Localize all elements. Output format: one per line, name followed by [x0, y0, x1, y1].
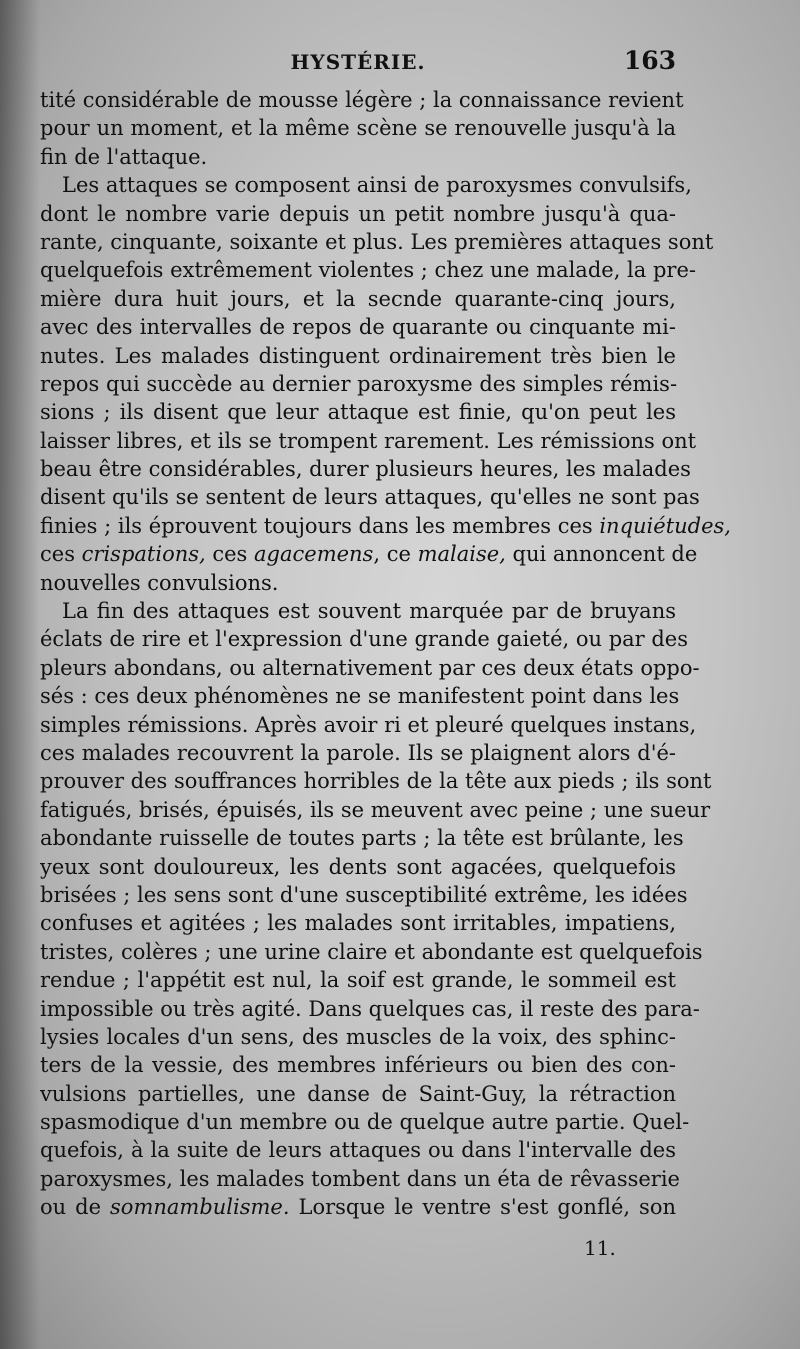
text-segment: quefois, à la suite de leurs attaques ou dans l'intervalle des	[40, 1138, 676, 1163]
italic-term: malaise,	[417, 542, 506, 567]
signature-mark: 11.	[584, 1236, 616, 1260]
text-line	[40, 739, 676, 767]
text-line	[40, 540, 698, 568]
text-line	[40, 1165, 680, 1193]
text-line	[40, 1023, 676, 1051]
text-line	[40, 824, 684, 852]
text-segment: avec des intervalles de repos de quarante ou cinquante mi-	[40, 315, 676, 340]
text-segment: sions ; ils disent que leur attaque est finie, qu'on peut les	[40, 400, 676, 425]
text-segment: abondante ruisselle de toutes parts ; la tête est brûlante, les	[40, 826, 684, 851]
text-line	[40, 796, 711, 824]
italic-term: inquiétudes,	[599, 513, 731, 538]
text-segment: La fin des attaques est souvent marquée par de bruyans	[62, 599, 676, 624]
text-line	[40, 853, 676, 881]
text-segment: yeux sont douloureux, les dents sont agacées, quelquefois	[40, 854, 676, 879]
text-segment: brisées ; les sens sont d'une susceptibilité extrême, les idées	[40, 882, 688, 907]
text-line	[40, 767, 712, 795]
text-segment: impossible ou très agité. Dans quelques cas, il reste des para-	[40, 996, 700, 1021]
text-segment: ces malades recouvrent la parole. Ils se plaignent alors d'é-	[40, 740, 676, 765]
text-line	[40, 313, 676, 341]
text-segment: simples rémissions. Après avoir ri et pleuré quelques instans,	[40, 712, 697, 737]
text-line	[40, 285, 676, 313]
text-segment: nouvelles convulsions.	[40, 570, 279, 595]
text-segment: rendue ; l'appétit est nul, la soif est grande, le sommeil est	[40, 968, 676, 993]
text-line	[40, 569, 676, 597]
text-segment: Les attaques se composent ainsi de paroxysmes convulsifs,	[62, 173, 692, 198]
text-line	[40, 1108, 690, 1136]
text-line	[40, 1080, 676, 1108]
text-segment: mière dura huit jours, et la secnde quarante-cinq jours,	[40, 286, 676, 311]
text-segment: vulsions partielles, une danse de Saint-Guy, la rétraction	[40, 1081, 676, 1106]
page-header	[40, 46, 676, 80]
text-segment: pleurs abondans, ou alternativement par ces deux états oppo-	[40, 655, 700, 680]
italic-term: crispations,	[81, 542, 206, 567]
text-segment: qui annoncent de	[505, 542, 698, 567]
running-title: HYSTÉRIE.	[290, 50, 426, 74]
text-segment: sés : ces deux phénomènes ne se manifestent point dans les	[40, 684, 680, 709]
text-segment: Lorsque le ventre s'est gonflé, son	[289, 1195, 677, 1220]
text-line	[40, 995, 700, 1023]
text-segment: rante, cinquante, soixante et plus. Les premières attaques sont	[40, 229, 714, 254]
text-segment: repos qui succède au dernier paroxysme des simples rémis-	[40, 371, 678, 396]
text-segment: quelquefois extrêmement violentes ; chez une malade, la pre-	[40, 258, 696, 283]
text-segment: fatigués, brisés, épuisés, ils se meuvent avec peine ; une sueur	[40, 797, 711, 822]
text-line	[40, 114, 676, 142]
text-line	[40, 682, 680, 710]
text-line	[40, 86, 684, 114]
text-segment: ces	[40, 542, 82, 567]
italic-term: agacemens	[254, 542, 374, 567]
text-line	[40, 370, 676, 398]
text-line	[40, 427, 697, 455]
text-line	[40, 966, 676, 994]
text-line	[40, 455, 691, 483]
text-segment: prouver des souffrances horribles de la tête aux pieds ; ils sont	[40, 769, 712, 794]
text-line	[40, 711, 697, 739]
text-segment: lysies locales d'un sens, des muscles de la voix, des sphinc-	[40, 1024, 676, 1049]
text-line	[40, 909, 676, 937]
body-text	[40, 86, 731, 1222]
text-line	[40, 143, 676, 171]
text-line	[40, 1136, 676, 1164]
text-segment: tristes, colères ; une urine claire et abondante est quelquefois	[40, 939, 703, 964]
text-segment: dont le nombre varie depuis un petit nombre jusqu'à qua-	[40, 201, 676, 226]
text-line	[40, 342, 676, 370]
page-number: 163	[623, 46, 676, 75]
text-line	[40, 881, 688, 909]
text-line	[40, 625, 689, 653]
text-segment: , ce	[373, 542, 418, 567]
text-line	[40, 256, 696, 284]
text-segment: beau être considérables, durer plusieurs heures, les malades	[40, 457, 691, 482]
text-segment: laisser libres, et ils se trompent rarement. Les rémissions ont	[40, 428, 697, 453]
text-line	[40, 171, 692, 199]
text-segment: paroxysmes, les malades tombent dans un éta de rêvasserie	[40, 1166, 680, 1191]
text-segment: fin de l'attaque.	[40, 144, 208, 169]
text-line	[40, 1193, 676, 1221]
text-line	[40, 398, 676, 426]
text-segment: nutes. Les malades distinguent ordinairement très bien le	[40, 343, 676, 368]
text-line	[40, 597, 676, 625]
text-segment: confuses et agitées ; les malades sont irritables, impatiens,	[40, 911, 676, 936]
text-line	[40, 200, 676, 228]
text-line	[40, 938, 703, 966]
italic-term: somnambulisme.	[110, 1195, 290, 1220]
text-segment: ces	[205, 542, 255, 567]
text-segment: ou de	[40, 1195, 111, 1220]
text-segment: ters de la vessie, des membres inférieurs ou bien des con-	[40, 1053, 676, 1078]
text-segment: éclats de rire et l'expression d'une grande gaieté, ou par des	[40, 627, 689, 652]
text-segment: spasmodique d'un membre ou de quelque autre partie. Quel-	[40, 1110, 690, 1135]
text-segment: tité considérable de mousse légère ; la connaissance revient	[40, 88, 684, 112]
text-line	[40, 654, 700, 682]
text-line	[40, 228, 714, 256]
text-segment: disent qu'ils se sentent de leurs attaques, qu'elles ne sont pas	[40, 485, 700, 510]
text-segment: pour un moment, et la même scène se renouvelle jusqu'à la	[40, 116, 676, 141]
text-segment: finies ; ils éprouvent toujours dans les membres ces	[40, 513, 600, 538]
binding-gutter-shadow	[0, 0, 40, 1349]
text-line	[40, 483, 700, 511]
text-line	[40, 1051, 676, 1079]
text-line	[40, 512, 731, 540]
